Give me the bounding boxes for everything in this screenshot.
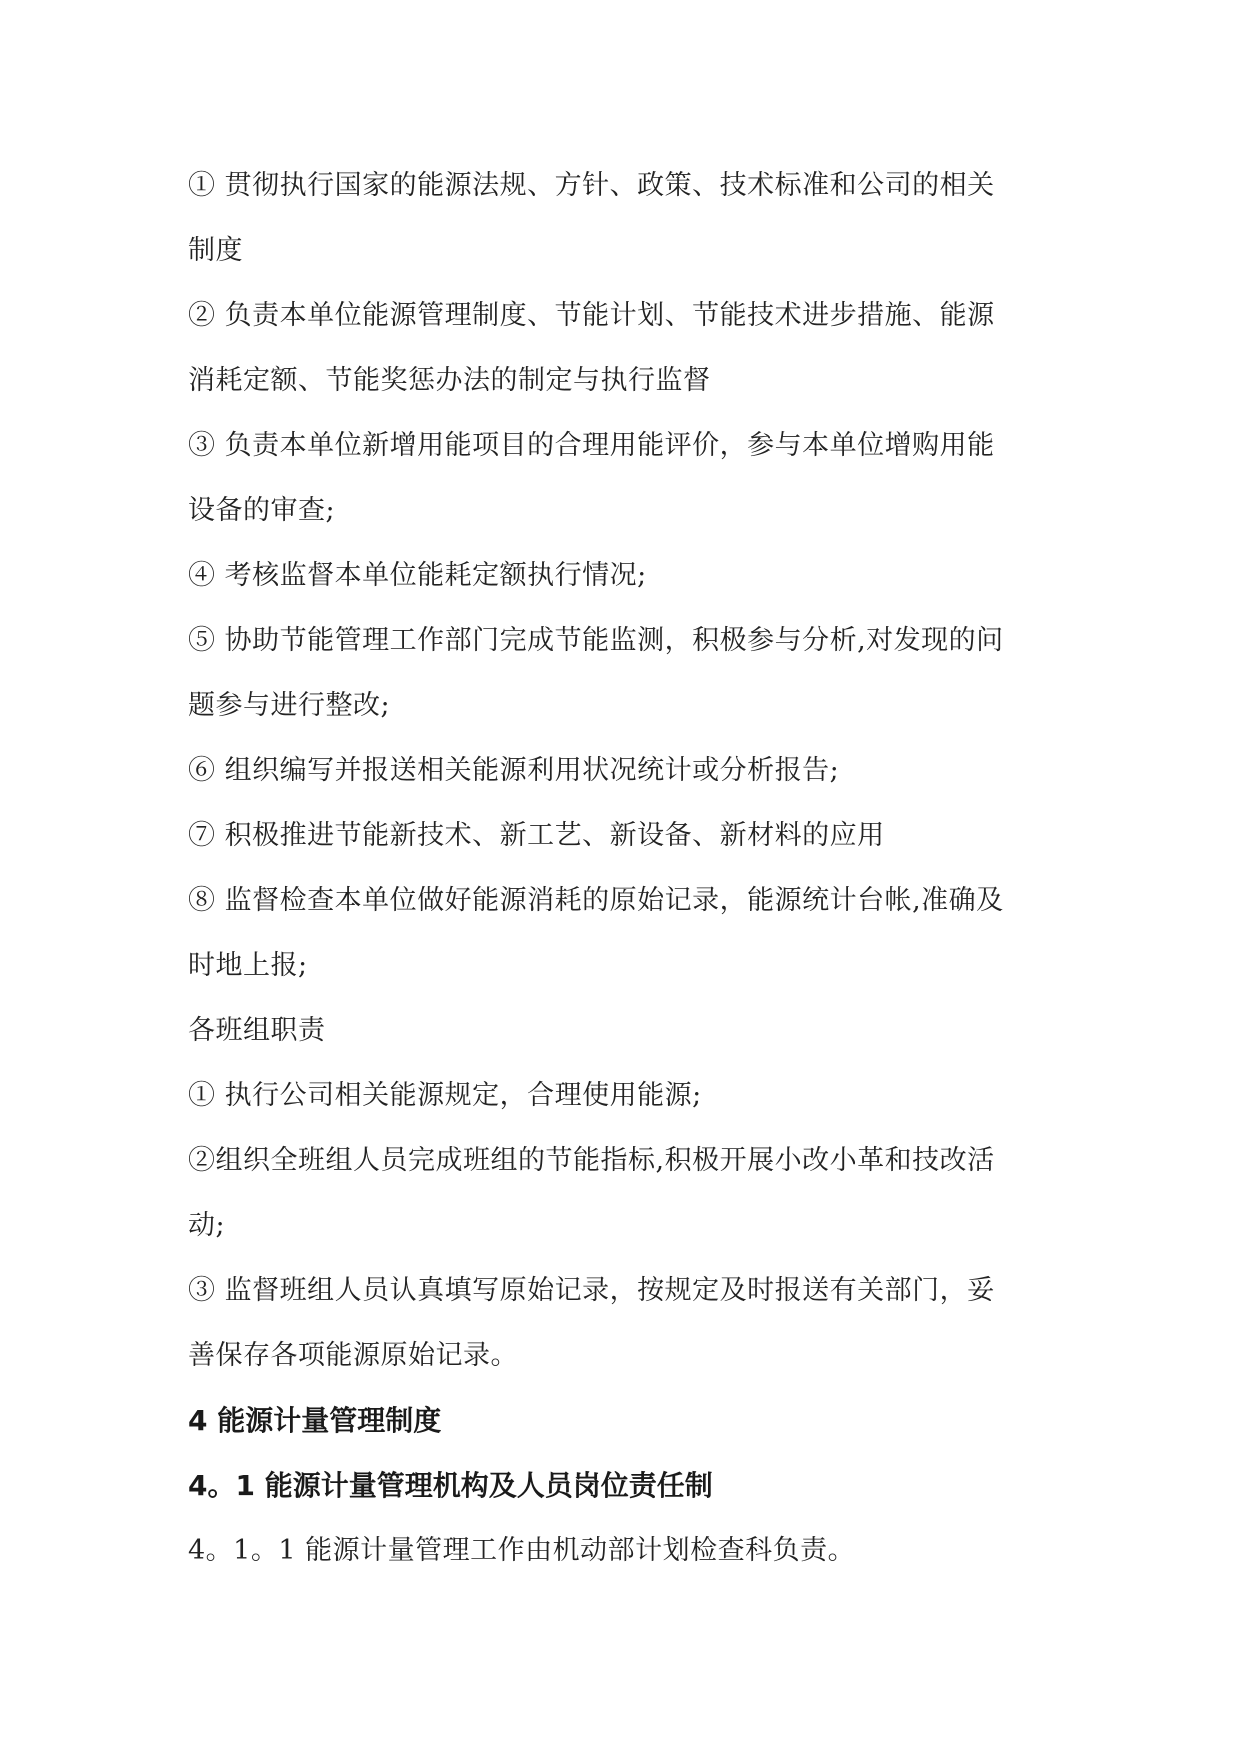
text-line: 题参与进行整改; <box>188 690 391 721</box>
subsection-heading: 4。1 能源计量管理机构及人员岗位责任制 <box>188 1469 713 1502</box>
text-line: ⑦ 积极推进节能新技术、新工艺、新设备、新材料的应用 <box>188 820 885 851</box>
section-heading: 4 能源计量管理制度 <box>188 1404 442 1437</box>
text-line: ⑥ 组织编写并报送相关能源利用状况统计或分析报告; <box>188 755 840 786</box>
document-body <box>188 153 1068 1583</box>
text-line: 动; <box>188 1210 226 1241</box>
text-line: ④ 考核监督本单位能耗定额执行情况; <box>188 560 647 591</box>
text-line: ⑧ 监督检查本单位做好能源消耗的原始记录，能源统计台帐,准确及 <box>188 885 1004 916</box>
text-line: ③ 监督班组人员认真填写原始记录，按规定及时报送有关部门，妥 <box>188 1275 995 1306</box>
text-line: ②组织全班组人员完成班组的节能指标,积极开展小改小革和技改活 <box>188 1145 995 1176</box>
text-line: ③ 负责本单位新增用能项目的合理用能评价，参与本单位增购用能 <box>188 430 995 461</box>
text-line: 设备的审查; <box>188 495 336 526</box>
text-line: 4。1。1 能源计量管理工作由机动部计划检查科负责。 <box>188 1535 856 1566</box>
text-line: ① 执行公司相关能源规定，合理使用能源; <box>188 1080 702 1111</box>
section-label: 各班组职责 <box>188 1015 326 1046</box>
text-line: 善保存各项能源原始记录。 <box>188 1340 518 1371</box>
text-line: ② 负责本单位能源管理制度、节能计划、节能技术进步措施、能源 <box>188 300 995 331</box>
text-line: 制度 <box>188 235 243 266</box>
text-line: ⑤ 协助节能管理工作部门完成节能监测，积极参与分析,对发现的问 <box>188 625 1004 656</box>
text-line: 消耗定额、节能奖惩办法的制定与执行监督 <box>188 365 711 396</box>
text-line: 时地上报; <box>188 950 308 981</box>
text-line: ① 贯彻执行国家的能源法规、方针、政策、技术标准和公司的相关 <box>188 170 995 201</box>
